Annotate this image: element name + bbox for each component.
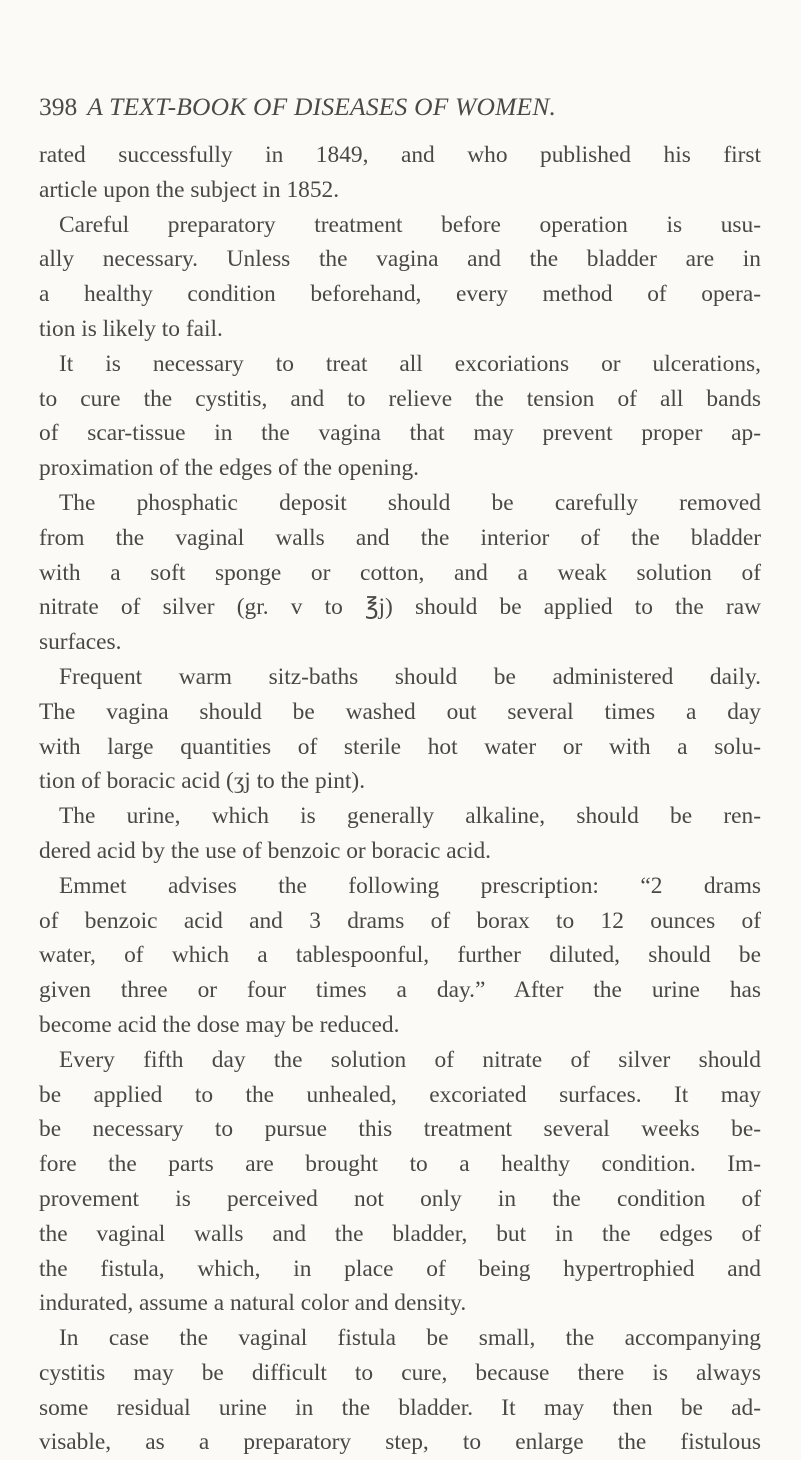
running-title: A TEXT-BOOK OF DISEASES OF WOMEN.	[87, 92, 557, 121]
text-line: the fistula, which, in place of being hypertrophied and	[39, 1255, 761, 1282]
text-line: Careful preparatory treatment before operation is usu-	[59, 211, 761, 238]
text-line: It is necessary to treat all excoriations or ulcerations,	[59, 350, 761, 377]
text-line: Frequent warm sitz-baths should be administered daily.	[59, 663, 761, 690]
text-line: rated successfully in 1849, and who published his first	[39, 142, 761, 168]
running-head	[39, 90, 556, 124]
text-line: The phosphatic deposit should be carefully removed	[59, 489, 761, 516]
text-line: tion is likely to fail.	[39, 315, 223, 342]
text-line: the vaginal walls and the bladder, but in the edges of	[39, 1220, 761, 1247]
text-line: a healthy condition beforehand, every method of opera-	[39, 281, 761, 308]
text-line: be applied to the unhealed, excoriated surfaces. It may	[39, 1081, 761, 1108]
text-line: ally necessary. Unless the vagina and the bladder are in	[39, 246, 761, 273]
text-line: provement is perceived not only in the condition of	[39, 1185, 761, 1212]
text-line: given three or four times a day.” After the urine has	[39, 977, 761, 1004]
text-line: Every fifth day the solution of nitrate of silver should	[59, 1046, 761, 1073]
text-line: dered acid by the use of benzoic or boracic acid.	[39, 837, 492, 864]
text-line: with large quantities of sterile hot water or with a solu-	[39, 733, 761, 760]
text-line: visable, as a preparatory step, to enlarge the fistulous	[39, 1429, 761, 1456]
text-line: water, of which a tablespoonful, further diluted, should be	[39, 942, 761, 969]
text-line: article upon the subject in 1852.	[39, 176, 340, 203]
text-line: indurated, assume a natural color and density.	[39, 1290, 467, 1317]
text-line: tion of boracic acid (ʒj to the pint).	[39, 768, 366, 795]
text-line: become acid the dose may be reduced.	[39, 1011, 400, 1038]
text-line: nitrate of silver (gr. v to ℥j) should be applied to the raw	[39, 594, 761, 621]
text-line: be necessary to pursue this treatment several weeks be-	[39, 1116, 761, 1143]
text-line: of benzoic acid and 3 drams of borax to 12 ounces of	[39, 907, 761, 934]
body-text	[39, 138, 761, 1460]
text-line: fore the parts are brought to a healthy condition. Im-	[39, 1151, 761, 1178]
text-line: to cure the cystitis, and to relieve the tension of all bands	[39, 385, 761, 412]
text-line: proximation of the edges of the opening.	[39, 455, 420, 482]
text-line: some residual urine in the bladder. It may then be ad-	[39, 1394, 761, 1421]
text-line: from the vaginal walls and the interior of the bladder	[39, 524, 761, 551]
text-line: The vagina should be washed out several times a day	[39, 698, 761, 725]
text-line: The urine, which is generally alkaline, should be ren-	[59, 803, 761, 830]
text-line: cystitis may be difficult to cure, because there is always	[39, 1359, 761, 1386]
text-line: surfaces.	[39, 629, 122, 656]
text-line: Emmet advises the following prescription: “2 drams	[59, 872, 761, 899]
text-line: In case the vaginal fistula be small, the accompanying	[59, 1325, 761, 1352]
page-number: 398	[39, 92, 78, 121]
text-line: of scar-tissue in the vagina that may prevent proper ap-	[39, 420, 761, 447]
text-line: with a soft sponge or cotton, and a weak solution of	[39, 559, 761, 586]
